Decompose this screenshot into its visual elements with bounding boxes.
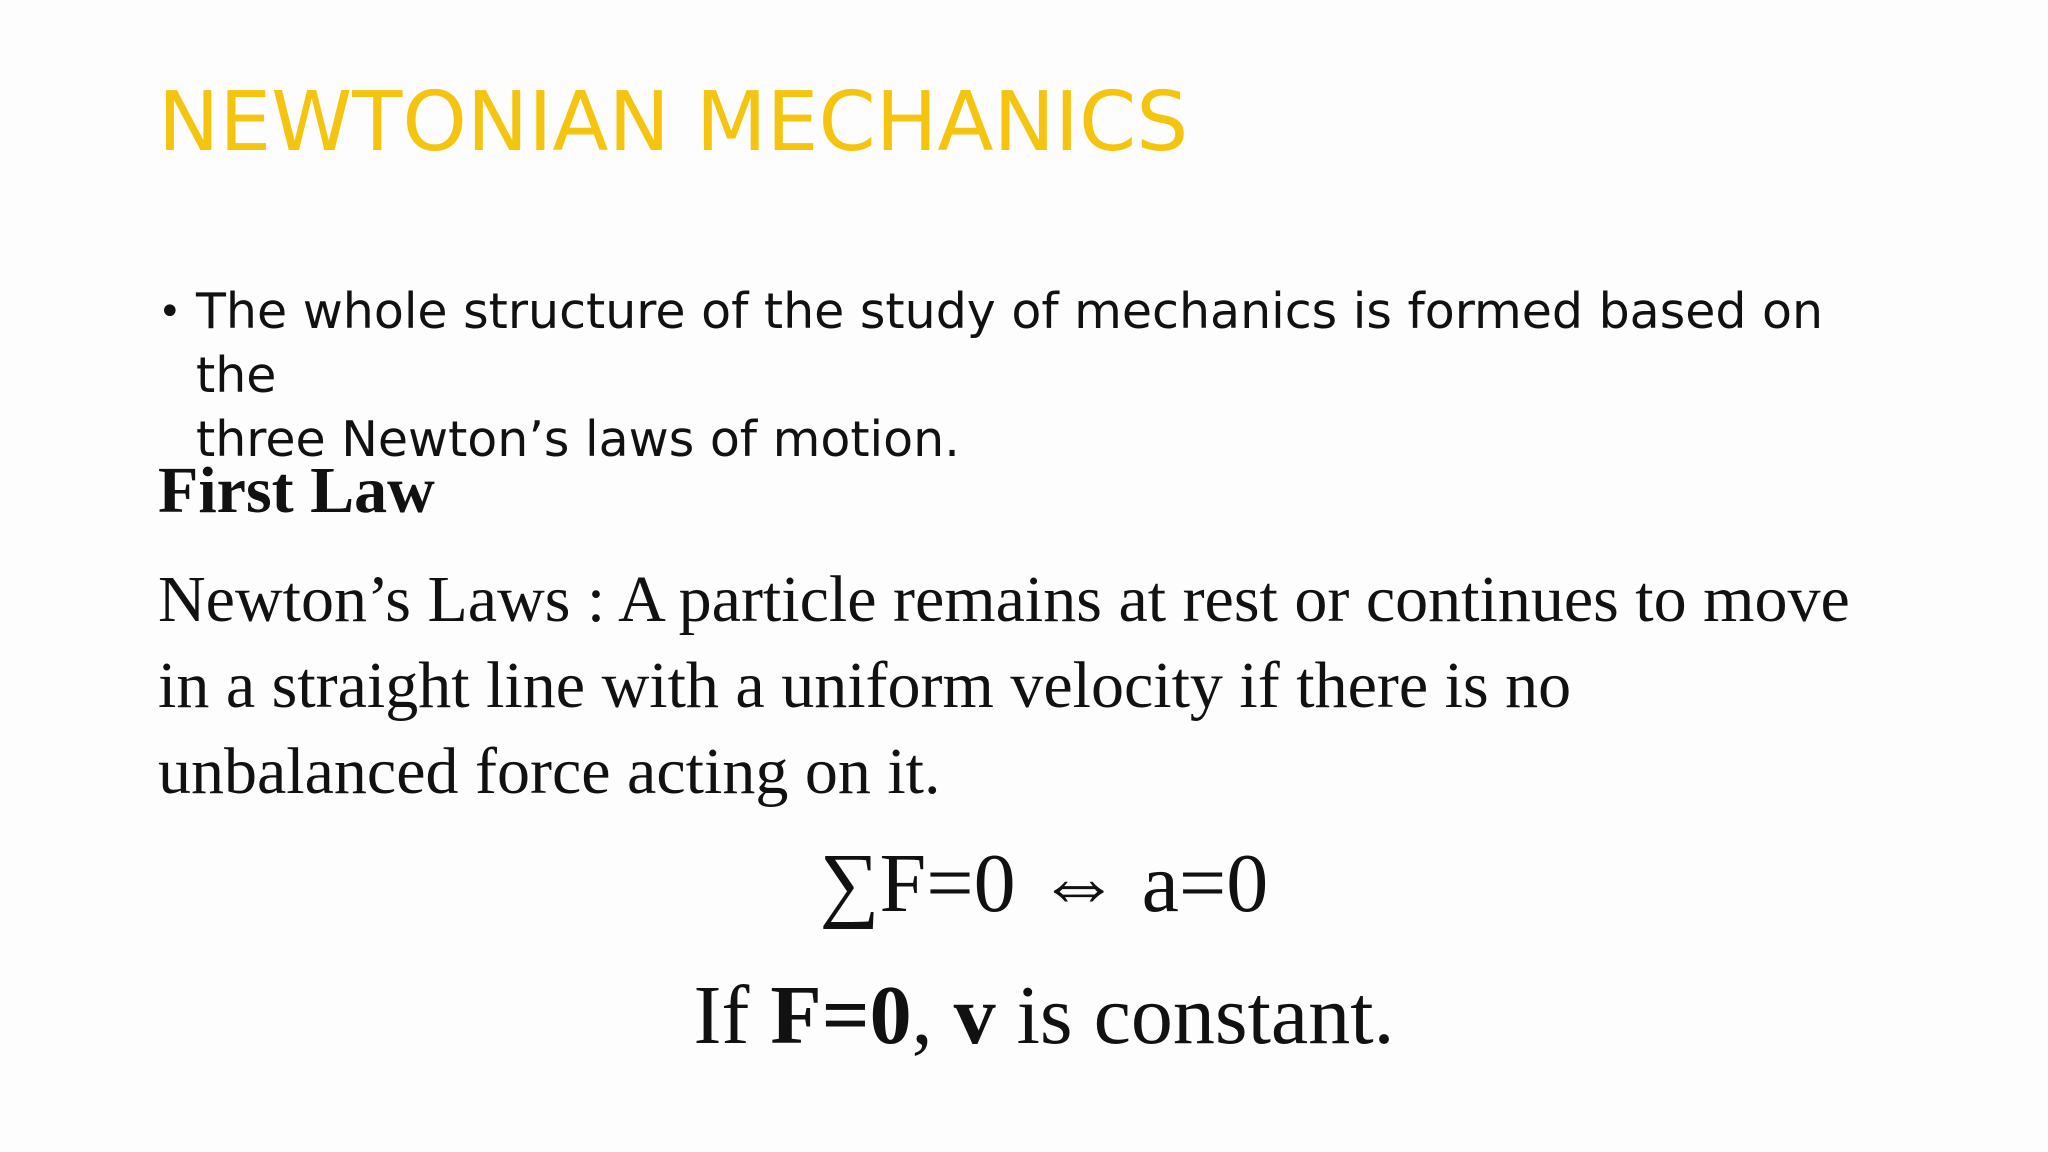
law-line-2: in a straight line with a uniform velocity if there is no [158, 649, 1572, 722]
bullet-icon: • [158, 289, 182, 335]
law-line-3: unbalanced force acting on it. [158, 735, 941, 808]
statement-force: F=0 [770, 969, 912, 1062]
bullet-item [158, 280, 1918, 472]
law-description [158, 557, 1978, 815]
bullet-line-1: The whole structure of the study of mechanics is formed based on the [196, 283, 1824, 404]
law-line-1: Newton’s Laws : A particle remains at rest or continues to move [158, 563, 1850, 636]
bullet-line-2: three Newton’s laws of motion. [196, 411, 960, 468]
section-heading: First Law [158, 454, 435, 527]
statement-separator: , [911, 969, 954, 1062]
statement-prefix: If [693, 969, 771, 1062]
bullet-list [158, 280, 1918, 472]
equation: ∑F=0 ⇔ a=0 [819, 837, 1269, 930]
statement-suffix: is constant. [995, 969, 1395, 1062]
bullet-text [196, 280, 1918, 472]
slide-title: NEWTONIAN MECHANICS [158, 75, 1189, 170]
statement [0, 970, 2048, 1062]
statement-velocity: v [953, 969, 996, 1062]
